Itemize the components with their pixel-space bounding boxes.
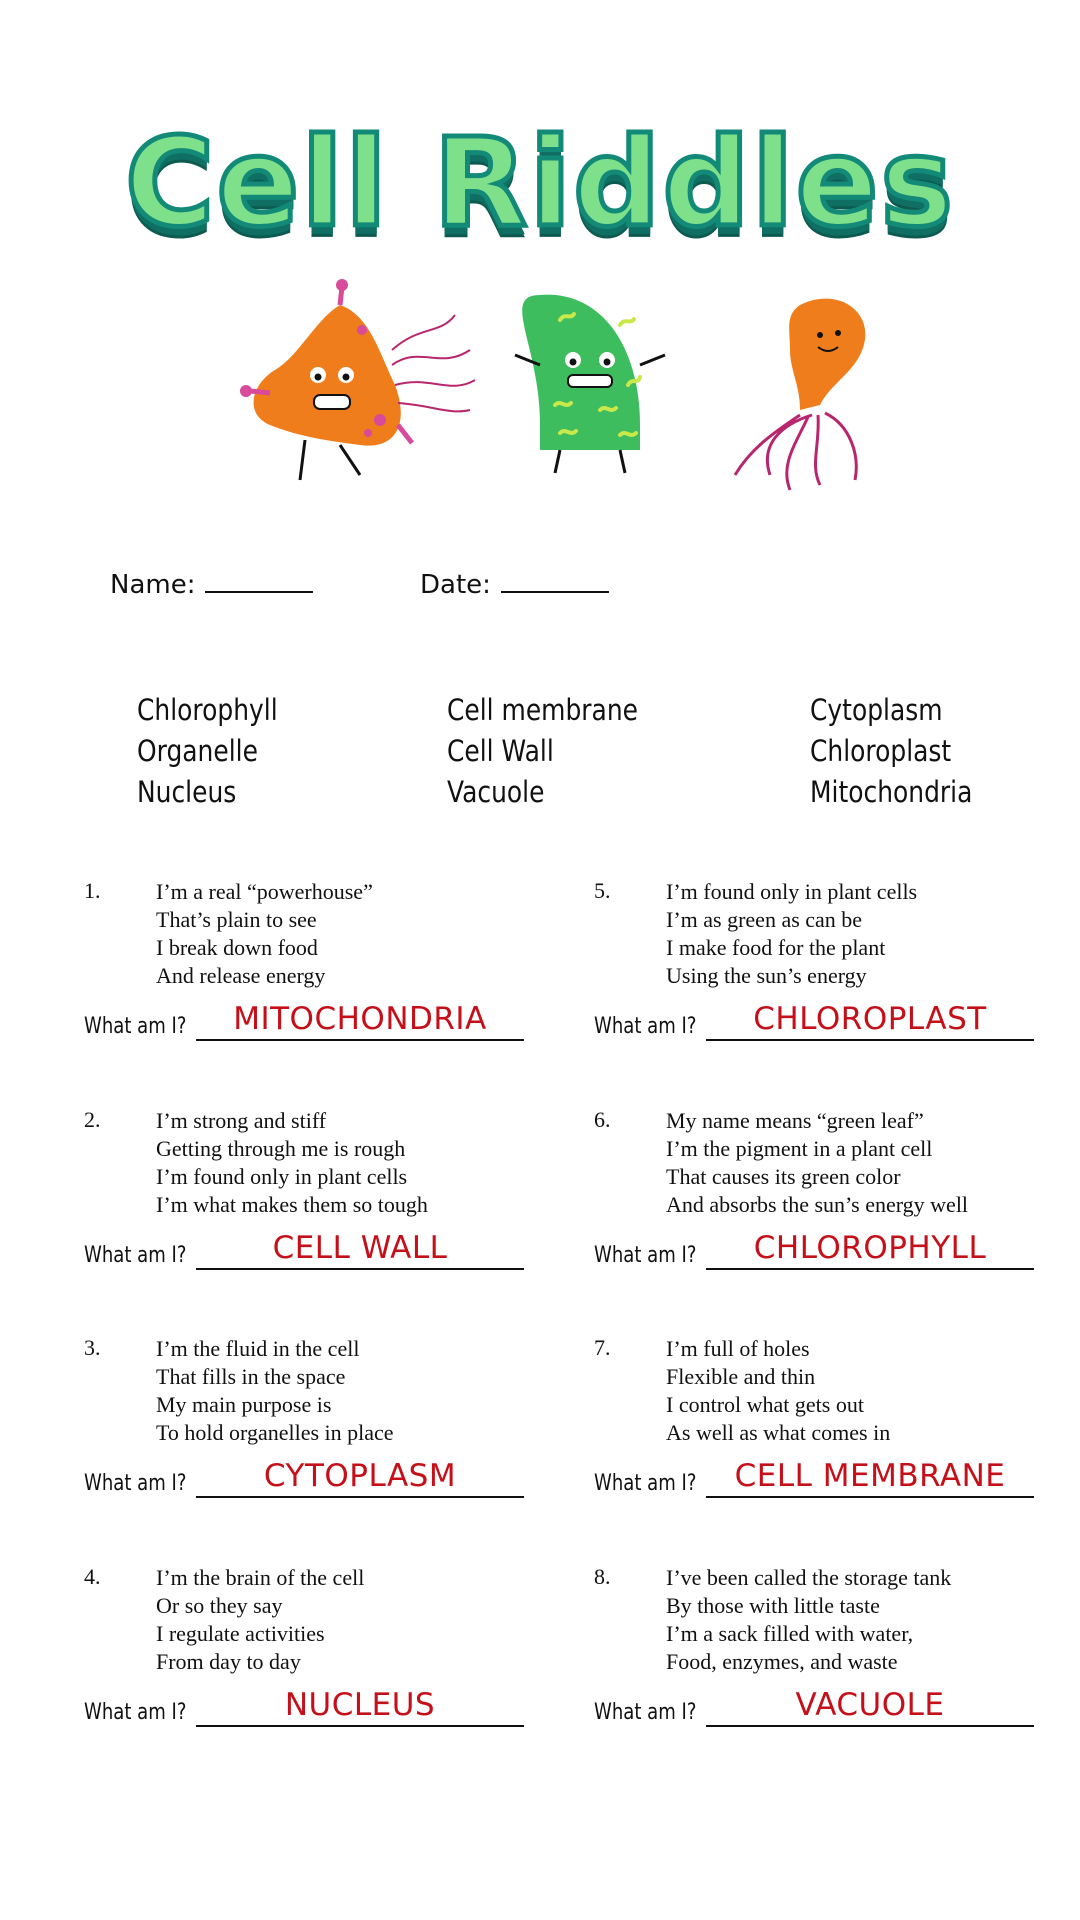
riddle-text: [666, 1335, 890, 1447]
riddle-line: I’m found only in plant cells: [666, 879, 918, 904]
riddle-line: And release energy: [156, 963, 326, 988]
riddle-text: [156, 878, 373, 990]
riddle-number: 4.: [84, 1564, 101, 1589]
answer-line[interactable]: [196, 1268, 524, 1270]
word-bank-item: Vacuole: [447, 775, 545, 809]
what-am-i-prompt: What am I?: [84, 1243, 187, 1268]
answer-text: CELL WALL: [272, 1230, 448, 1266]
riddle-line: That causes its green color: [666, 1164, 901, 1189]
word-bank-item: Chloroplast: [810, 734, 952, 768]
riddle-number: 3.: [84, 1335, 101, 1360]
answer-line[interactable]: [706, 1268, 1034, 1270]
word-bank-item: Mitochondria: [810, 775, 973, 809]
riddle-line: I’m as green as can be: [666, 907, 863, 932]
what-am-i-prompt: What am I?: [84, 1014, 187, 1039]
riddle-line: Using the sun’s energy: [666, 963, 867, 988]
what-am-i-prompt: What am I?: [594, 1700, 697, 1725]
riddle-number: 8.: [594, 1564, 611, 1589]
answer-row[interactable]: [594, 1687, 1034, 1727]
riddle-line: I make food for the plant: [666, 935, 886, 960]
date-blank[interactable]: [501, 571, 609, 593]
date-field[interactable]: [420, 570, 609, 600]
what-am-i-prompt: What am I?: [594, 1014, 697, 1039]
riddle-line: I’m full of holes: [666, 1336, 810, 1361]
word-bank-item: Organelle: [137, 734, 258, 768]
word-bank-column-3: [810, 690, 972, 813]
riddle-line: To hold organelles in place: [156, 1420, 394, 1445]
riddle-line: That’s plain to see: [156, 907, 317, 932]
riddle-number: 6.: [594, 1107, 611, 1132]
riddle-line: My name means “green leaf”: [666, 1108, 924, 1133]
answer-line[interactable]: [196, 1039, 524, 1041]
riddle-text: [666, 878, 917, 990]
what-am-i-prompt: What am I?: [84, 1471, 187, 1496]
riddle-text: [666, 1564, 951, 1676]
riddle-line: I break down food: [156, 935, 318, 960]
illustrations: [0, 275, 1080, 505]
answer-text: CHLOROPHYLL: [753, 1230, 987, 1266]
riddle-line: Food, enzymes, and waste: [666, 1649, 898, 1674]
riddle-line: And absorbs the sun’s energy well: [666, 1192, 969, 1217]
word-bank-item: Cytoplasm: [810, 693, 943, 727]
word-bank-item: Chlorophyll: [137, 693, 278, 727]
answer-line[interactable]: [196, 1496, 524, 1498]
riddle-line: As well as what comes in: [666, 1420, 891, 1445]
answer-line[interactable]: [706, 1039, 1034, 1041]
word-bank-column-1: [137, 690, 278, 813]
green-virus-icon: [515, 295, 665, 473]
what-am-i-prompt: What am I?: [594, 1471, 697, 1496]
riddle-line: That fills in the space: [156, 1364, 346, 1389]
riddle-text: [666, 1107, 968, 1219]
riddle-line: I’ve been called the storage tank: [666, 1565, 952, 1590]
answer-row[interactable]: [594, 1458, 1034, 1498]
date-label: Date:: [420, 570, 491, 600]
riddle-number: 5.: [594, 878, 611, 903]
orange-cell-icon: [240, 279, 475, 480]
riddle-line: I’m a sack filled with water,: [666, 1621, 914, 1646]
answer-line[interactable]: [706, 1725, 1034, 1727]
riddle-line: By those with little taste: [666, 1593, 880, 1618]
answer-line[interactable]: [706, 1496, 1034, 1498]
answer-row[interactable]: [84, 1458, 524, 1498]
answer-text: MITOCHONDRIA: [233, 1001, 487, 1037]
answer-row[interactable]: [84, 1230, 524, 1270]
riddle-line: I control what gets out: [666, 1392, 864, 1417]
riddle-line: I’m found only in plant cells: [156, 1164, 408, 1189]
answer-text: CHLOROPLAST: [753, 1001, 987, 1037]
riddle-line: I’m a real “powerhouse”: [156, 879, 373, 904]
riddle-line: I’m the brain of the cell: [156, 1565, 365, 1590]
riddle-line: I’m the fluid in the cell: [156, 1336, 360, 1361]
riddle-number: 2.: [84, 1107, 101, 1132]
word-bank-column-2: [447, 690, 638, 813]
answer-text: CYTOPLASM: [263, 1458, 457, 1494]
riddle-text: [156, 1107, 428, 1219]
riddle-line: From day to day: [156, 1649, 301, 1674]
answer-line[interactable]: [196, 1725, 524, 1727]
word-bank-item: Nucleus: [137, 775, 237, 809]
riddle-line: I regulate activities: [156, 1621, 325, 1646]
orange-jellyfish-icon: [735, 299, 865, 490]
riddle-number: 1.: [84, 878, 101, 903]
riddle-line: I’m what makes them so tough: [156, 1192, 428, 1217]
riddle-text: [156, 1335, 394, 1447]
riddle-line: I’m the pigment in a plant cell: [666, 1136, 933, 1161]
answer-text: NUCLEUS: [284, 1687, 436, 1723]
name-label: Name:: [110, 570, 196, 600]
name-blank[interactable]: [205, 571, 313, 593]
answer-row[interactable]: [594, 1230, 1034, 1270]
answer-text: VACUOLE: [795, 1687, 945, 1723]
answer-row[interactable]: [84, 1687, 524, 1727]
what-am-i-prompt: What am I?: [84, 1700, 187, 1725]
riddle-line: Flexible and thin: [666, 1364, 816, 1389]
name-field[interactable]: [110, 570, 313, 600]
answer-row[interactable]: [594, 1001, 1034, 1041]
riddle-text: [156, 1564, 364, 1676]
riddle-line: Or so they say: [156, 1593, 283, 1618]
riddle-line: My main purpose is: [156, 1392, 332, 1417]
what-am-i-prompt: What am I?: [594, 1243, 697, 1268]
page-title: Cell Riddles: [125, 112, 955, 254]
answer-text: CELL MEMBRANE: [734, 1458, 1006, 1494]
word-bank-item: Cell membrane: [447, 693, 639, 727]
word-bank-item: Cell Wall: [447, 734, 554, 768]
riddle-line: I’m strong and stiff: [156, 1108, 327, 1133]
answer-row[interactable]: [84, 1001, 524, 1041]
riddle-number: 7.: [594, 1335, 611, 1360]
riddle-line: Getting through me is rough: [156, 1136, 406, 1161]
